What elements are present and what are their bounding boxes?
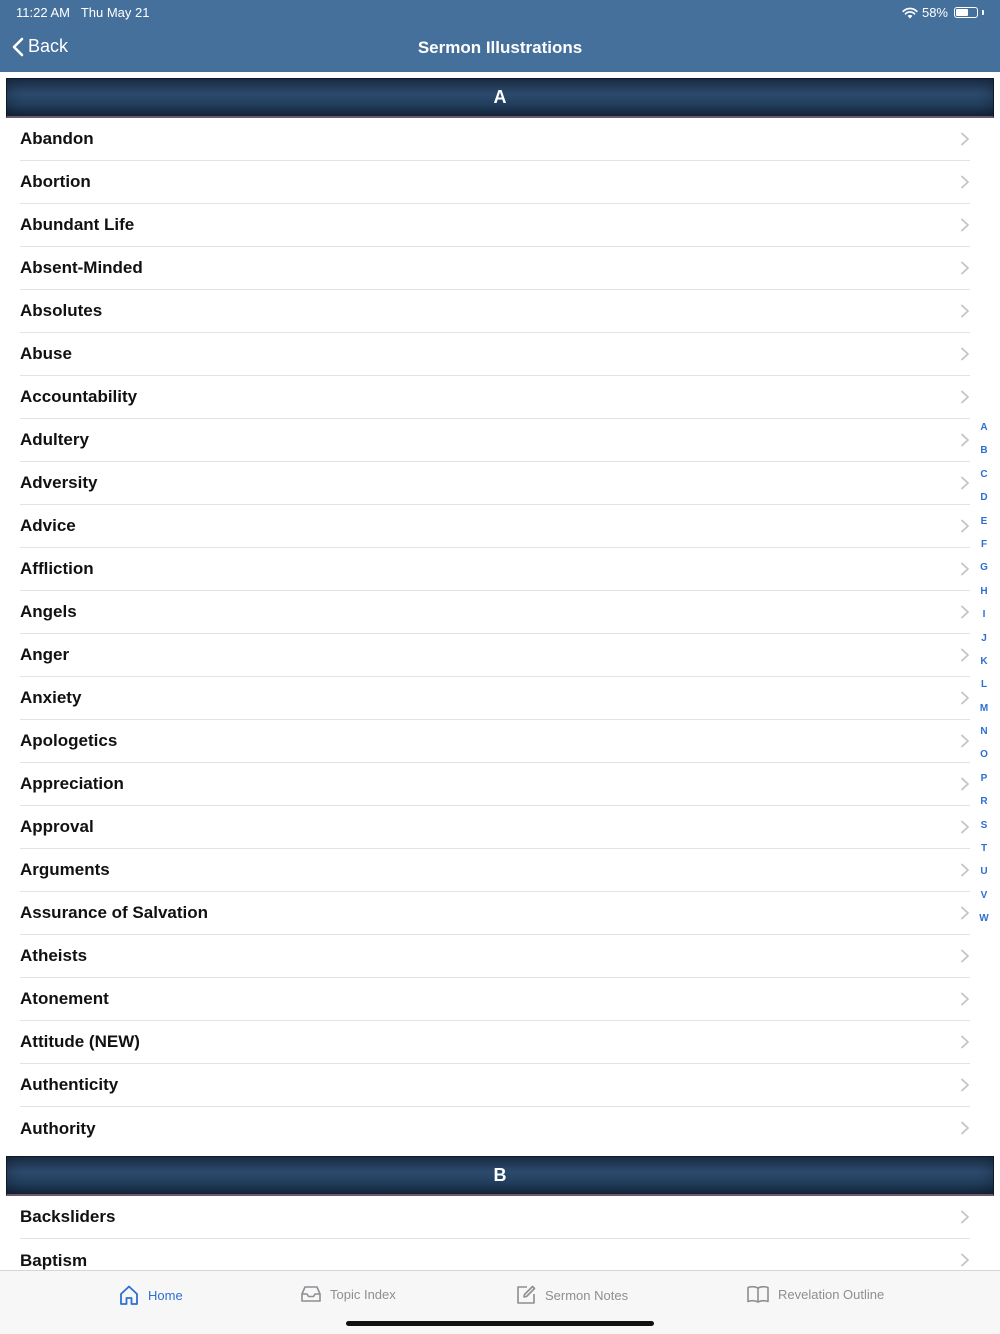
- topic-label: Abundant Life: [20, 215, 135, 234]
- topic-row[interactable]: [20, 290, 970, 333]
- chevron-right-icon: [960, 175, 970, 189]
- topic-row[interactable]: [20, 118, 970, 161]
- section-index-bar[interactable]: [974, 420, 994, 935]
- topic-label: Absolutes: [20, 301, 103, 320]
- index-letter[interactable]: L: [980, 679, 988, 691]
- tab-revelation-outline[interactable]: [746, 1284, 884, 1304]
- chevron-right-icon: [960, 605, 970, 619]
- navigation-bar: [0, 0, 1000, 72]
- chevron-right-icon: [960, 949, 970, 963]
- topic-label: Apologetics: [20, 731, 118, 750]
- index-letter[interactable]: S: [980, 819, 988, 831]
- topic-label: Abortion: [20, 172, 91, 191]
- back-label: Back: [28, 36, 69, 56]
- tab-topic-index-label: Topic Index: [330, 1286, 396, 1302]
- home-indicator[interactable]: [346, 1321, 654, 1326]
- tab-home[interactable]: [118, 1284, 183, 1306]
- topic-row[interactable]: [20, 591, 970, 634]
- index-letter[interactable]: K: [980, 655, 988, 667]
- topic-row[interactable]: [20, 806, 970, 849]
- wifi-icon: [902, 7, 918, 19]
- status-clock: 11:22 AM: [16, 5, 70, 20]
- battery-percent: 58%: [921, 5, 948, 20]
- chevron-right-icon: [960, 562, 970, 576]
- book-icon: [746, 1284, 770, 1304]
- topic-row[interactable]: [20, 505, 970, 548]
- tab-sermon-notes-label: Sermon Notes: [545, 1287, 629, 1303]
- index-letter[interactable]: F: [980, 538, 988, 550]
- topic-label: Abuse: [20, 344, 72, 363]
- index-letter[interactable]: O: [980, 749, 988, 761]
- topic-row[interactable]: [20, 333, 970, 376]
- chevron-right-icon: [960, 218, 970, 232]
- chevron-right-icon: [960, 734, 970, 748]
- topic-label: Assurance of Salvation: [20, 903, 209, 922]
- battery-icon: [954, 7, 978, 18]
- index-letter[interactable]: N: [980, 726, 988, 738]
- topic-label: Anxiety: [20, 688, 82, 707]
- chevron-right-icon: [960, 1210, 970, 1224]
- index-letter[interactable]: E: [980, 515, 988, 527]
- chevron-right-icon: [960, 992, 970, 1006]
- page-title: Sermon Illustrations: [417, 38, 583, 57]
- battery-level: [956, 9, 968, 16]
- home-icon: [118, 1284, 140, 1306]
- topic-label: Arguments: [20, 860, 110, 879]
- topic-label: Attitude (NEW): [20, 1032, 140, 1051]
- topic-row[interactable]: [20, 978, 970, 1021]
- index-letter[interactable]: C: [980, 468, 988, 480]
- topic-label: Advice: [20, 516, 76, 535]
- index-letter[interactable]: W: [979, 913, 989, 925]
- topic-row[interactable]: [20, 548, 970, 591]
- index-letter[interactable]: G: [980, 562, 988, 574]
- chevron-right-icon: [960, 863, 970, 877]
- status-time: [16, 5, 149, 20]
- index-letter[interactable]: T: [980, 843, 988, 855]
- topic-label: Appreciation: [20, 774, 124, 793]
- topic-row[interactable]: [20, 1239, 970, 1270]
- topic-row[interactable]: [20, 204, 970, 247]
- topic-label: Backsliders: [20, 1207, 116, 1226]
- topic-label: Anger: [20, 645, 70, 664]
- chevron-right-icon: [960, 1035, 970, 1049]
- topic-row[interactable]: [20, 677, 970, 720]
- chevron-right-icon: [960, 304, 970, 318]
- topic-label: Approval: [20, 817, 94, 836]
- topic-row[interactable]: [20, 462, 970, 505]
- index-letter[interactable]: A: [980, 422, 988, 433]
- chevron-right-icon: [960, 777, 970, 791]
- tab-sermon-notes[interactable]: [515, 1284, 628, 1306]
- chevron-right-icon: [960, 1253, 970, 1267]
- topic-row[interactable]: [20, 1107, 970, 1150]
- index-letter[interactable]: V: [980, 889, 988, 901]
- topic-row[interactable]: [20, 849, 970, 892]
- topic-label: Authority: [20, 1118, 96, 1138]
- chevron-right-icon: [960, 390, 970, 404]
- topic-label: Affliction: [20, 559, 94, 578]
- topic-list[interactable]: [0, 72, 1000, 1270]
- index-letter[interactable]: H: [980, 585, 988, 597]
- topic-label: Abandon: [20, 129, 94, 148]
- topic-row[interactable]: [20, 763, 970, 806]
- topic-label: Accountability: [20, 387, 138, 406]
- chevron-right-icon: [960, 132, 970, 146]
- topic-row[interactable]: [20, 892, 970, 935]
- status-date: Thu May 21: [80, 5, 150, 20]
- tab-topic-index[interactable]: [300, 1284, 396, 1304]
- section-header: A: [6, 78, 994, 118]
- topic-row[interactable]: [20, 1064, 970, 1107]
- chevron-right-icon: [960, 1078, 970, 1092]
- topic-label: Adultery: [20, 430, 89, 449]
- chevron-right-icon: [960, 906, 970, 920]
- tab-revelation-outline-label: Revelation Outline: [778, 1286, 885, 1302]
- topic-row[interactable]: [20, 720, 970, 763]
- topic-row[interactable]: [20, 161, 970, 204]
- index-letter[interactable]: U: [980, 866, 988, 878]
- index-letter[interactable]: R: [980, 796, 988, 808]
- chevron-right-icon: [960, 1121, 970, 1135]
- chevron-right-icon: [960, 476, 970, 490]
- topic-label: Atonement: [20, 989, 109, 1008]
- status-indicators: [902, 5, 984, 20]
- chevron-right-icon: [960, 347, 970, 361]
- chevron-right-icon: [960, 648, 970, 662]
- index-letter[interactable]: D: [980, 492, 988, 504]
- topic-label: Absent-Minded: [20, 258, 143, 277]
- edit-icon: [515, 1284, 537, 1306]
- topic-row[interactable]: [20, 634, 970, 677]
- section-header: B: [6, 1156, 994, 1196]
- chevron-right-icon: [960, 261, 970, 275]
- topic-row[interactable]: [20, 376, 970, 419]
- topic-label: Baptism: [20, 1250, 88, 1270]
- topic-row[interactable]: [20, 1021, 970, 1064]
- topic-label: Angels: [20, 602, 77, 621]
- index-letter[interactable]: I: [982, 609, 986, 621]
- chevron-right-icon: [960, 433, 970, 447]
- topic-row[interactable]: [20, 419, 970, 462]
- tab-home-label: Home: [148, 1287, 183, 1303]
- chevron-right-icon: [960, 691, 970, 705]
- topic-row[interactable]: [20, 247, 970, 290]
- topic-row[interactable]: [20, 935, 970, 978]
- topic-label: Atheists: [20, 946, 88, 965]
- chevron-right-icon: [960, 519, 970, 533]
- section-rows: [0, 1196, 1000, 1270]
- topic-label: Authenticity: [20, 1075, 119, 1094]
- section-rows: [0, 118, 1000, 1150]
- topic-row[interactable]: [20, 1196, 970, 1239]
- index-letter[interactable]: J: [981, 632, 987, 644]
- battery-nub: [982, 10, 984, 15]
- index-letter[interactable]: M: [979, 702, 989, 714]
- inbox-icon: [300, 1284, 322, 1304]
- topic-label: Adversity: [20, 473, 98, 492]
- index-letter[interactable]: B: [980, 445, 988, 457]
- index-letter[interactable]: P: [980, 772, 988, 784]
- chevron-right-icon: [960, 820, 970, 834]
